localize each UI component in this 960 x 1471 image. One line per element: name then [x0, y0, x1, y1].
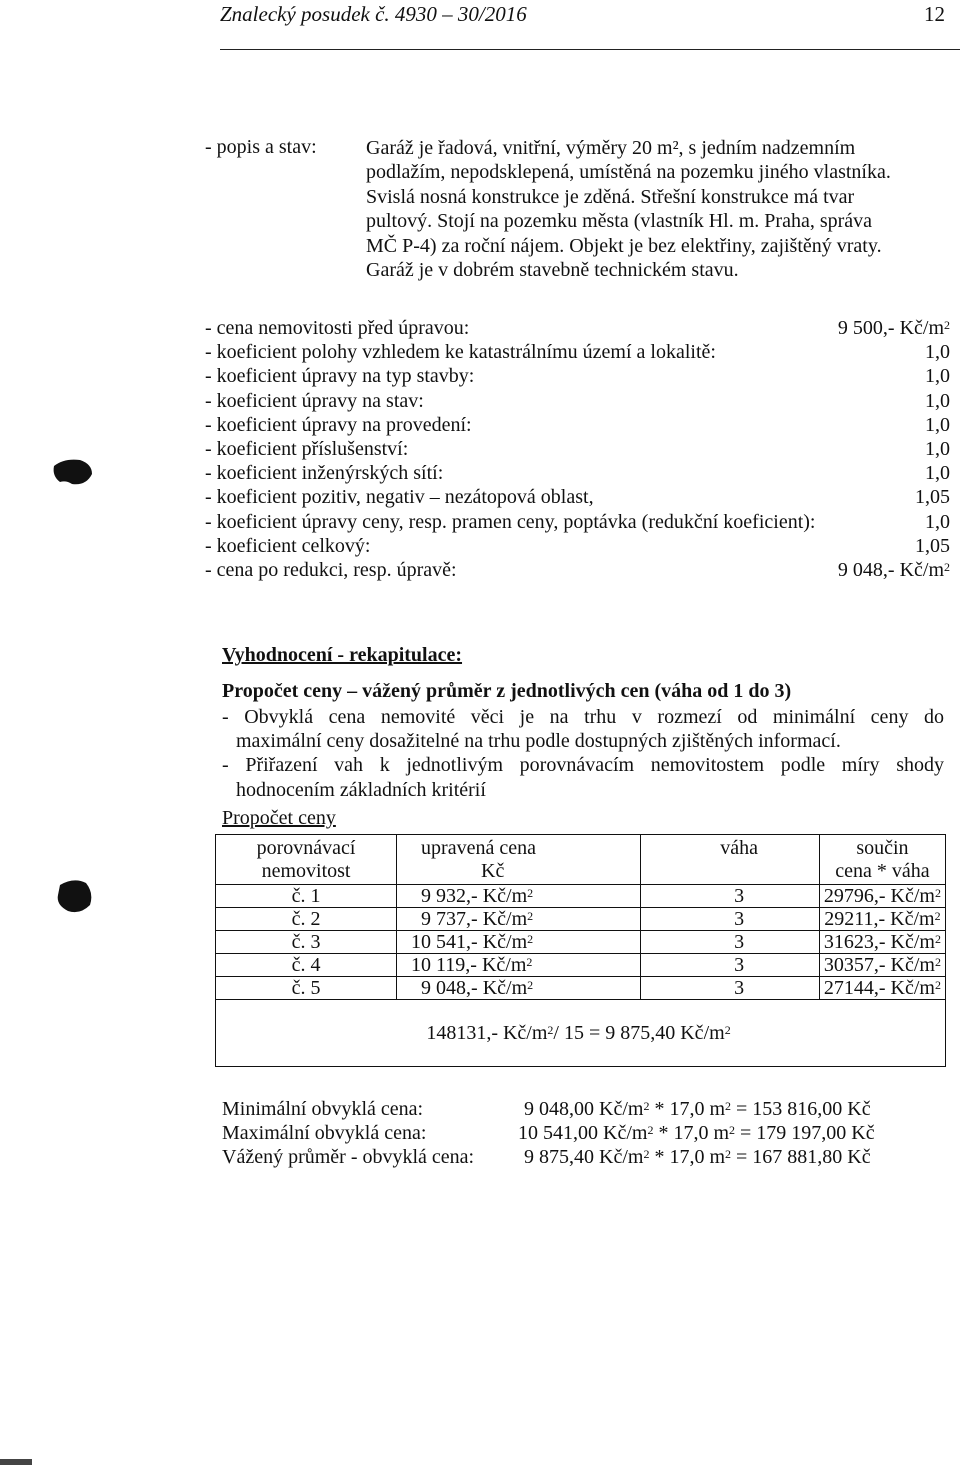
- row-weight: 3: [641, 977, 820, 1000]
- coefficient-row: [205, 316, 950, 340]
- popis-label: - popis a stav:: [205, 136, 317, 158]
- coefficient-row: [205, 461, 950, 485]
- summary-label: Vážený průměr - obvyklá cena:: [222, 1146, 475, 1168]
- row-product: 30357,- $Kč/m^2$: [819, 954, 945, 977]
- coefficient-row: [205, 558, 950, 582]
- row-price: 9 048,- $Kč/m^2$: [397, 977, 641, 1000]
- coef-label: - koeficient úpravy na typ stavby:: [205, 365, 475, 388]
- coef-label: - koeficient úpravy na stav:: [205, 389, 424, 412]
- bullet-text: hodnocením základních kritérií: [236, 778, 486, 801]
- table-row: [216, 954, 946, 977]
- row-id: č. 4: [216, 954, 397, 977]
- coef-value: 1,0: [925, 462, 950, 485]
- coefficient-row: [205, 510, 950, 534]
- section-title: Vyhodnocení - rekapitulace:: [222, 644, 463, 666]
- summary-row: [222, 1097, 875, 1121]
- document-header-title: Znalecký posudek č. 4930 – 30/2016: [220, 2, 527, 26]
- calc-heading: Propočet ceny – vážený průměr z jednotlivých cen (váha od 1 do 3): [222, 680, 792, 702]
- coef-label: - koeficient pozitiv, negativ – nezátopová oblast,: [205, 486, 594, 509]
- row-price: 9 737,- $Kč/m^2$: [397, 908, 641, 931]
- coef-label: - cena nemovitosti před úpravou:: [205, 317, 470, 339]
- coef-value: 1,0: [925, 365, 950, 388]
- popis-line: pultový. Stojí na pozemku města (vlastník Hl. m. Praha, správa: [366, 210, 873, 233]
- coef-label: - koeficient celkový:: [205, 534, 371, 557]
- row-price: 10 119,- $Kč/m^2$: [397, 954, 641, 977]
- table-header-row: [216, 835, 946, 885]
- coef-label: - cena po redukci, resp. úpravě:: [205, 559, 457, 582]
- table-sum-row: [216, 1000, 946, 1067]
- row-product: 31623,- $Kč/m^2$: [819, 931, 945, 954]
- summary-value: 10 541,00 $Kč/m^2 * 17,0$ $m^2 = 179$ 197,00 Kč: [518, 1122, 875, 1144]
- table-title: Propočet ceny: [222, 807, 336, 829]
- coefficient-row: [205, 413, 950, 437]
- coefficient-list: [205, 316, 950, 582]
- coef-value: 1,0: [925, 510, 950, 533]
- table-row: [216, 931, 946, 954]
- row-weight: 3: [641, 908, 820, 931]
- bullet-text: maximální ceny dosažitelné na trhu podle dostupných zjištěných informací.: [236, 730, 841, 753]
- bullet-text: - Obvyklá cena nemovité věci je na trhu v rozmezí od minimální ceny do: [222, 706, 944, 728]
- row-price: 10 541,- $Kč/m^2$: [397, 931, 641, 954]
- weighted-sum: 148131,- $Kč/m^2/$ 15 = 9 875,40 $Kč/m^2$: [216, 1000, 946, 1067]
- summary-label: Maximální obvyklá cena:: [222, 1122, 427, 1144]
- table-row: [216, 908, 946, 931]
- coefficient-row: [205, 437, 950, 461]
- coefficient-row: [205, 340, 950, 364]
- scan-edge-mark: [0, 1459, 32, 1465]
- popis-line: Garáž je řadová, vnitřní, výměry 20 m², s jedním nadzemním: [366, 137, 856, 159]
- header-cell: váha: [641, 835, 820, 885]
- coef-value: 1,0: [925, 389, 950, 412]
- row-id: č. 1: [216, 885, 397, 908]
- coef-label: - koeficient polohy vzhledem ke katastrálnímu území a lokalitě:: [205, 341, 716, 364]
- row-weight: 3: [641, 931, 820, 954]
- punch-hole-mark: [50, 456, 94, 488]
- coef-value: 1,0: [925, 413, 950, 436]
- popis-line: Garáž je v dobrém stavebně technickém stavu.: [366, 259, 739, 282]
- row-weight: 3: [641, 885, 820, 908]
- popis-line: Svislá nosná konstrukce je zděná. Střešní konstrukce má tvar: [366, 185, 855, 208]
- row-product: 27144,- $Kč/m^2$: [819, 977, 945, 1000]
- coef-value: 9 500,- $Kč/m^2$: [837, 317, 950, 339]
- coefficient-row: [205, 364, 950, 388]
- row-product: 29211,- $Kč/m^2$: [819, 908, 945, 931]
- coefficient-row: [205, 485, 950, 509]
- coef-label: - koeficient úpravy na provedení:: [205, 413, 472, 436]
- summary-row: [222, 1121, 875, 1145]
- coef-label: - koeficient příslušenství:: [205, 438, 409, 461]
- coefficient-row: [205, 389, 950, 413]
- coef-label: - koeficient inženýrských sítí:: [205, 462, 444, 485]
- coef-value: 1,0: [925, 341, 950, 364]
- coef-value: 1,0: [925, 438, 950, 461]
- bullet-text: - Přiřazení vah k jednotlivým porovnávacím nemovitostem podle míry shody: [222, 754, 944, 777]
- popis-text: [366, 136, 944, 282]
- coef-value: 1,05: [915, 534, 950, 557]
- coef-value: 9 048,- $Kč/m^2$: [837, 559, 950, 582]
- header-cell: součin cena * váha: [819, 835, 945, 885]
- row-id: č. 2: [216, 908, 397, 931]
- price-table: [215, 834, 946, 1067]
- summary-row: [222, 1145, 875, 1169]
- header-cell: upravená cena Kč: [397, 835, 641, 885]
- evaluation-bullets: [222, 705, 944, 802]
- summary-value: 9 048,00 $Kč/m^2 * 17,0$ $m^2 = 153$ 816,00 Kč: [524, 1098, 871, 1120]
- coefficient-row: [205, 534, 950, 558]
- row-price: 9 932,- $Kč/m^2$: [397, 885, 641, 908]
- coef-value: 1,05: [915, 486, 950, 509]
- punch-hole-mark: [54, 877, 94, 915]
- row-id: č. 3: [216, 931, 397, 954]
- price-summary: [222, 1097, 875, 1169]
- row-product: 29796,- $Kč/m^2$: [819, 885, 945, 908]
- header-cell: porovnávací nemovitost: [216, 835, 397, 885]
- page-number: 12: [924, 2, 945, 26]
- table-row: [216, 977, 946, 1000]
- table-row: [216, 885, 946, 908]
- summary-label: Minimální obvyklá cena:: [222, 1098, 424, 1120]
- header-rule: [220, 49, 960, 50]
- row-weight: 3: [641, 954, 820, 977]
- popis-line: MČ P-4) za roční nájem. Objekt je bez elektřiny, zajištěný vraty.: [366, 234, 882, 257]
- summary-value: 9 875,40 $Kč/m^2 * 17,0$ $m^2 = 167$ 881,80 Kč: [524, 1146, 871, 1168]
- coef-label: - koeficient úpravy ceny, resp. pramen ceny, poptávka (redukční koeficient):: [205, 510, 816, 533]
- row-id: č. 5: [216, 977, 397, 1000]
- popis-line: podlažím, nepodsklepená, umístěná na pozemku jiného vlastníka.: [366, 161, 891, 184]
